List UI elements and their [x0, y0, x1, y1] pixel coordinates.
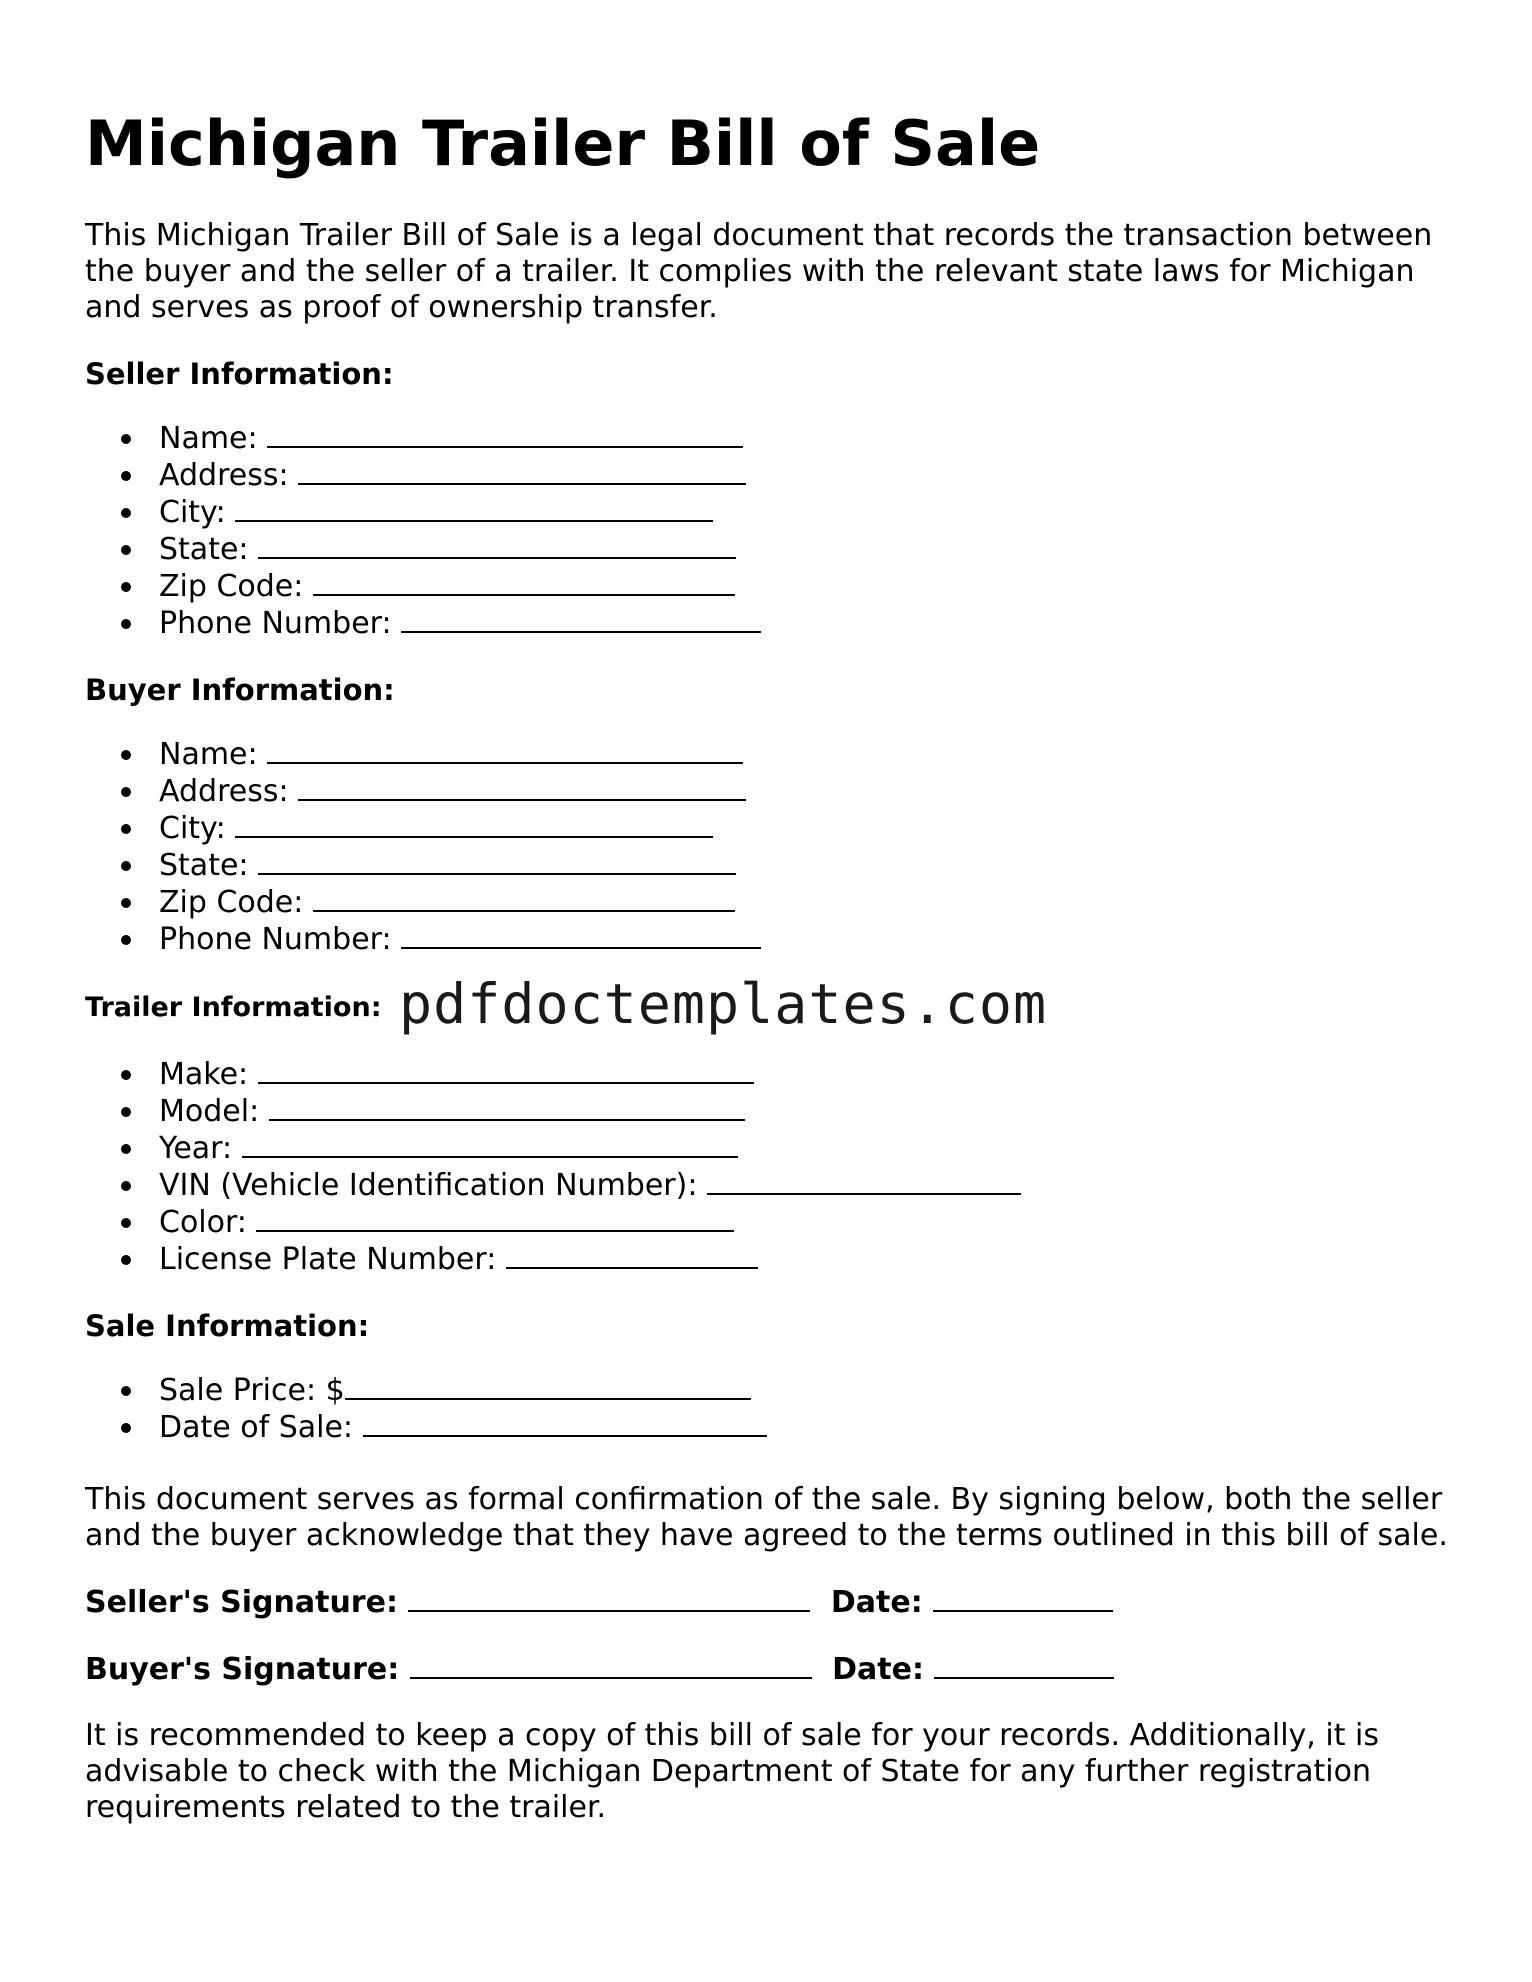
seller-name-blank[interactable]	[267, 420, 743, 448]
sale-price-field	[159, 1372, 1455, 1409]
field-label: License Plate Number:	[159, 1242, 497, 1277]
seller-city-blank[interactable]	[235, 494, 713, 522]
seller-phone-blank[interactable]	[401, 605, 761, 633]
buyer-state-blank[interactable]	[258, 847, 736, 875]
buyer-phone-blank[interactable]	[401, 921, 761, 949]
trailer-year-field	[159, 1130, 1455, 1167]
field-label: Address:	[159, 774, 289, 809]
field-label: Year:	[159, 1131, 233, 1166]
sale-price-blank[interactable]	[345, 1372, 751, 1400]
seller-signature-row	[85, 1584, 1455, 1621]
buyer-name-field	[159, 736, 1455, 773]
field-label: State:	[159, 532, 249, 567]
sale-date-blank[interactable]	[363, 1409, 767, 1437]
seller-name-field	[159, 420, 1455, 457]
buyer-address-field	[159, 773, 1455, 810]
trailer-model-blank[interactable]	[269, 1093, 745, 1121]
trailer-heading: Trailer Information:	[85, 992, 382, 1023]
seller-date-blank[interactable]	[933, 1584, 1113, 1612]
trailer-vin-blank[interactable]	[707, 1167, 1021, 1195]
field-label: Zip Code:	[159, 569, 304, 604]
buyer-heading: Buyer Information:	[85, 673, 395, 707]
trailer-fields	[85, 1056, 1455, 1278]
buyer-date-blank[interactable]	[934, 1651, 1114, 1679]
field-label: Make:	[159, 1057, 249, 1092]
seller-address-field	[159, 457, 1455, 494]
seller-signature-blank[interactable]	[408, 1584, 810, 1612]
field-label: Model:	[159, 1094, 260, 1129]
field-label: Name:	[159, 421, 258, 456]
trailer-plate-blank[interactable]	[506, 1241, 758, 1269]
sale-date-field	[159, 1409, 1455, 1446]
field-label: City:	[159, 811, 226, 846]
buyer-name-blank[interactable]	[267, 736, 743, 764]
trailer-make-field	[159, 1056, 1455, 1093]
buyer-signature-row	[85, 1651, 1455, 1688]
watermark: pdfdoctemplates.com	[399, 972, 1048, 1036]
seller-address-blank[interactable]	[298, 457, 746, 485]
intro-paragraph: This Michigan Trailer Bill of Sale is a legal document that records the transaction between the buyer and the seller of a trailer. It complies with the relevant state laws for Michigan and serves as proof of ownership transfer.	[85, 218, 1433, 325]
seller-state-blank[interactable]	[258, 531, 736, 559]
seller-heading: Seller Information:	[85, 357, 394, 391]
seller-city-field	[159, 494, 1455, 531]
sale-heading: Sale Information:	[85, 1309, 370, 1343]
field-label: Date of Sale:	[159, 1410, 354, 1445]
buyer-zip-field	[159, 884, 1455, 921]
trailer-vin-field	[159, 1167, 1455, 1204]
document-page	[85, 108, 1455, 1826]
seller-state-field	[159, 531, 1455, 568]
field-label: Phone Number:	[159, 606, 392, 641]
seller-zip-field	[159, 568, 1455, 605]
field-label: Color:	[159, 1205, 247, 1240]
trailer-plate-field	[159, 1241, 1455, 1278]
seller-signature-label: Seller's Signature:	[85, 1585, 398, 1620]
buyer-address-blank[interactable]	[298, 773, 746, 801]
buyer-phone-field	[159, 921, 1455, 958]
closing-paragraph: It is recommended to keep a copy of this bill of sale for your records. Additionally, it is advisable to check with the Michigan Department of State for any further registration requirements related to the trailer.	[85, 1718, 1379, 1825]
field-label: Phone Number:	[159, 922, 392, 957]
buyer-signature-blank[interactable]	[410, 1651, 812, 1679]
seller-phone-field	[159, 605, 1455, 642]
buyer-signature-label: Buyer's Signature:	[85, 1652, 400, 1687]
document-title: Michigan Trailer Bill of Sale	[85, 107, 1041, 180]
trailer-year-blank[interactable]	[242, 1130, 738, 1158]
trailer-make-blank[interactable]	[258, 1056, 754, 1084]
field-label: State:	[159, 848, 249, 883]
trailer-color-field	[159, 1204, 1455, 1241]
field-label: Address:	[159, 458, 289, 493]
field-label: Name:	[159, 737, 258, 772]
seller-fields	[85, 420, 1455, 642]
buyer-date-label: Date:	[832, 1652, 924, 1687]
seller-zip-blank[interactable]	[313, 568, 735, 596]
trailer-model-field	[159, 1093, 1455, 1130]
buyer-fields	[85, 736, 1455, 958]
field-label: Sale Price: $	[159, 1373, 345, 1408]
buyer-city-field	[159, 810, 1455, 847]
field-label: VIN (Vehicle Identification Number):	[159, 1168, 698, 1203]
trailer-heading-row	[85, 972, 1455, 1036]
buyer-zip-blank[interactable]	[313, 884, 735, 912]
trailer-color-blank[interactable]	[256, 1204, 734, 1232]
confirmation-paragraph: This document serves as formal confirmation of the sale. By signing below, both the seller and the buyer acknowledge that they have agreed to the terms outlined in this bill of sale.	[85, 1482, 1448, 1553]
seller-date-label: Date:	[830, 1585, 923, 1620]
buyer-city-blank[interactable]	[235, 810, 713, 838]
sale-fields	[85, 1372, 1455, 1446]
field-label: City:	[159, 495, 226, 530]
field-label: Zip Code:	[159, 885, 304, 920]
buyer-state-field	[159, 847, 1455, 884]
